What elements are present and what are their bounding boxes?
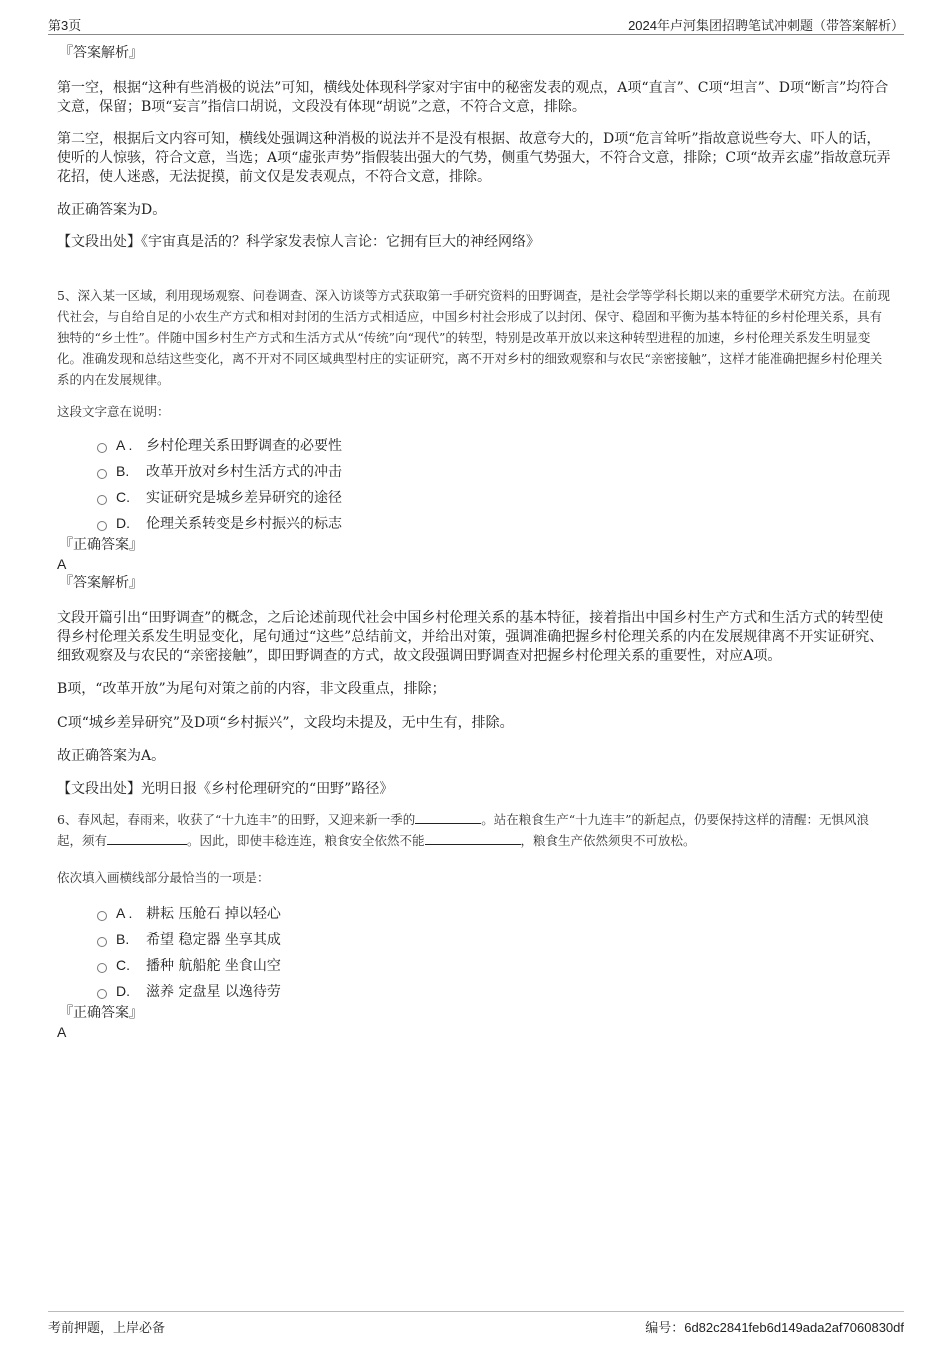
fill-blank-2 [107,832,187,845]
radio-icon[interactable] [97,989,107,999]
page-content [57,44,892,1042]
option-text: 播种 航船舵 坐食山空 [146,958,281,974]
radio-icon[interactable] [97,937,107,947]
q4-analysis-paragraph-1: 第一空，根据“这种有些消极的说法”可知，横线处体现科学家对宇宙中的秘密发表的观点，A项“直言”、C项“坦言”、D项“断言”均符合文意，保留；B项“妄言”指信口胡说，文段没有体现“胡说”之意，不符合文意，排除。 [57,80,889,115]
option-text: 希望 稳定器 坐享其成 [146,932,281,948]
q5-option-a[interactable]: A . 乡村伦理关系田野调查的必要性 [97,432,892,458]
q5-analysis-paragraph-1: 文段开篇引出“田野调查”的概念，之后论述前现代社会中国乡村伦理关系的基本特征，接着指出中国乡村生产方式和生活方式的转型使得乡村伦理关系发生明显变化，尾句通过“这些”总结前文，并给出对策，强调准确把握乡村伦理关系的内在发展规律离不开实证研究、细致观察及与农民的“亲密接触”，即田野调查的方式，故文段强调田野调查对把握乡村伦理关系的重要性，对应A项。 [57,610,884,664]
radio-icon[interactable] [97,911,107,921]
q6-answer: A [57,1024,67,1040]
option-text: 改革开放对乡村生活方式的冲击 [146,464,342,480]
page-footer [48,1311,904,1336]
q6-prompt: 依次填入画横线部分最恰当的一项是： [57,870,270,885]
fill-blank-3 [425,832,521,845]
q6-options [97,900,892,1004]
q5-source: 【文段出处】光明日报《乡村伦理研究的“田野”路径》 [57,781,394,797]
option-text: 滋养 定盘星 以逸待劳 [146,984,281,1000]
q6-option-c[interactable]: C. 播种 航船舵 坐食山空 [97,952,892,978]
document-title: 2024年卢河集团招聘笔试冲刺题（带答案解析） [628,18,904,33]
q5-option-c[interactable]: C. 实证研究是城乡差异研究的途径 [97,484,892,510]
page-header [48,12,904,35]
q5-answer-label: 『正确答案』 [59,537,143,553]
q4-source: 【文段出处】《宇宙真是活的？科学家发表惊人言论：它拥有巨大的神经网络》 [57,234,540,250]
q6-option-a[interactable]: A . 耕耘 压舱石 掉以轻心 [97,900,892,926]
radio-icon[interactable] [97,521,107,531]
q6-stem: 6、春风起，春雨来，收获了“十九连丰”的田野，又迎来新一季的 。站在粮食生产“十九连丰”的新起点，仍要保持这样的清醒：无惧风浪起，须有 。因此，即使丰稔连连，粮食安全依然不能 ，粮食生产依然须臾不可放松。 [57,812,870,848]
q4-analysis-label: 『答案解析』 [59,45,143,61]
q6-option-d[interactable]: D. 滋养 定盘星 以逸待劳 [97,978,892,1004]
fill-blank-1 [415,811,481,824]
radio-icon[interactable] [97,963,107,973]
option-text: 伦理关系转变是乡村振兴的标志 [146,516,342,532]
option-text: 耕耘 压舱石 掉以轻心 [146,906,281,922]
q6-option-b[interactable]: B. 希望 稳定器 坐享其成 [97,926,892,952]
page-number: 第3页 [48,18,82,33]
q5-prompt: 这段文字意在说明： [57,404,170,419]
q5-option-b[interactable]: B. 改革开放对乡村生活方式的冲击 [97,458,892,484]
q5-option-d[interactable]: D. 伦理关系转变是乡村振兴的标志 [97,510,892,536]
radio-icon[interactable] [97,469,107,479]
radio-icon[interactable] [97,495,107,505]
q4-analysis-paragraph-2: 第二空，根据后文内容可知，横线处强调这种消极的说法并不是没有根据、故意夸大的，D项“危言耸听”指故意说些夸大、吓人的话，使听的人惊骇，符合文意，当选；A项“虚张声势”指假装出强大的气势，侧重气势强大，不符合文意，排除；C项“故弄玄虚”指故意玩弄花招，使人迷惑，无法捉摸，前文仅是发表观点，不符合文意，排除。 [57,131,891,185]
q5-analysis-label: 『答案解析』 [59,575,143,591]
q5-analysis-paragraph-3: C项“城乡差异研究”及D项“乡村振兴”，文段均未提及，无中生有，排除。 [57,715,514,731]
q5-stem: 5、深入某一区域，利用现场观察、问卷调查、深入访谈等方式获取第一手研究资料的田野调查，是社会学等学科长期以来的重要学术研究方法。在前现代社会，与自给自足的小农生产方式和相对封闭的生活方式相适应，中国乡村社会形成了以封闭、保守、稳固和平衡为基本特征的乡村伦理关系，具有独特的“乡土性”。伴随中国乡村生产方式和生活方式从“传统”向“现代”的转型，特别是改革开放以来这种转型进程的加速，乡村伦理关系发生明显变化。准确发现和总结这些变化，离不开对不同区域典型村庄的实证研究，离不开对乡村的细致观察和与农民“亲密接触”，这样才能准确把握乡村伦理关系的内在发展规律。 [57,288,890,387]
q4-analysis-conclusion: 故正确答案为D。 [57,202,167,218]
q5-analysis-paragraph-2: B项，“改革开放”为尾句对策之前的内容，非文段重点，排除； [57,681,446,697]
q5-answer: A [57,556,67,572]
footer-slogan: 考前押题，上岸必备 [48,1320,166,1335]
q5-analysis-conclusion: 故正确答案为A。 [57,748,166,764]
q6-answer-label: 『正确答案』 [59,1005,143,1021]
document-code: 编号：6d82c2841feb6d149ada2af7060830df [645,1320,904,1335]
radio-icon[interactable] [97,443,107,453]
option-text: 实证研究是城乡差异研究的途径 [146,490,342,506]
option-text: 乡村伦理关系田野调查的必要性 [146,438,342,454]
q5-options [97,432,892,536]
